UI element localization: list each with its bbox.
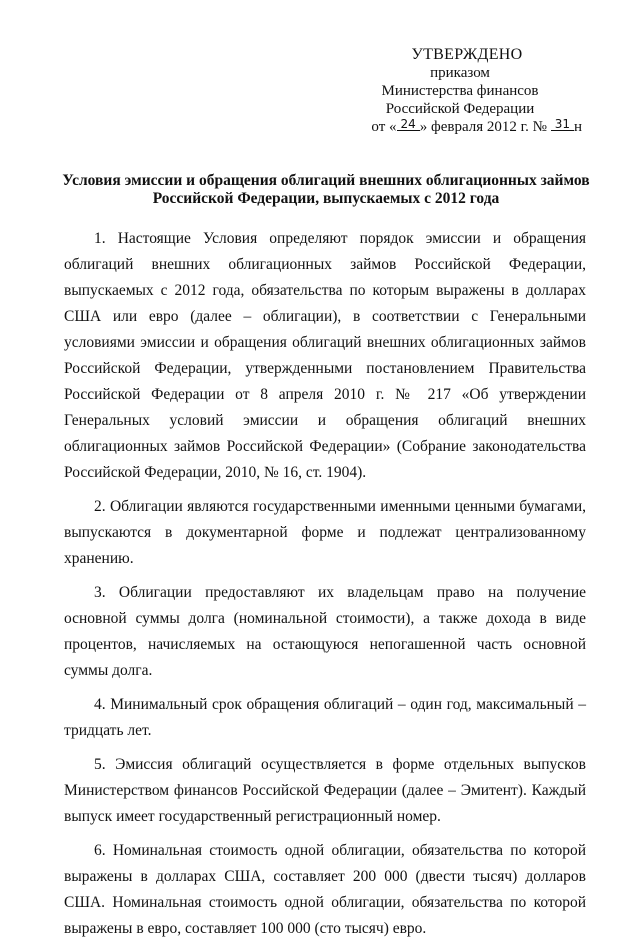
paragraph-2: 2. Облигации являются государственными именными ценными бумагами, выпускаются в документарной форме и подлежат централизованному хранению. bbox=[64, 498, 586, 567]
paragraph-6: 6. Номинальная стоимость одной облигации, обязательства по которой выражены в долларах США, составляет 200 000 (двести тысяч) долларов США. Номинальная стоимость одной облигации, обязательства по которой выражены в евро, составляет 100 000 (сто тысяч) евро. bbox=[64, 842, 586, 937]
date-day-handwritten: 24 bbox=[397, 118, 420, 131]
title-line-1: Условия эмиссии и обращения облигаций внешних облигационных займов bbox=[62, 172, 590, 189]
approval-ministry-line: Министерства финансов bbox=[381, 83, 539, 99]
date-mid: » февраля 2012 г. № bbox=[419, 119, 547, 135]
approval-block bbox=[330, 46, 590, 136]
date-suffix: н bbox=[573, 119, 582, 135]
document-body bbox=[64, 226, 586, 950]
paragraph-4: 4. Минимальный срок обращения облигаций – один год, максимальный – тридцать лет. bbox=[64, 696, 586, 739]
approval-order-line: приказом bbox=[430, 65, 490, 81]
title-line-2: Российской Федерации, выпускаемых с 2012 года bbox=[152, 190, 500, 207]
order-number-handwritten: 31 bbox=[551, 118, 574, 131]
approval-date-line bbox=[330, 118, 582, 136]
paragraph-5: 5. Эмиссия облигаций осуществляется в форме отдельных выпусков Министерством финансов Российской Федерации (далее – Эмитент). Каждый выпуск имеет государственный регистрационный номер. bbox=[64, 756, 586, 825]
approval-federation-line: Российской Федерации bbox=[385, 101, 535, 117]
document-title bbox=[60, 172, 592, 208]
date-prefix: от « bbox=[371, 119, 397, 135]
approval-heading: УТВЕРЖДЕНО bbox=[411, 46, 523, 63]
paragraph-3: 3. Облигации предоставляют их владельцам право на получение основной суммы долга (номинальной стоимости), а также дохода в виде процентов, начисляемых на остающуюся непогашенной часть основной суммы долга. bbox=[64, 584, 586, 679]
paragraph-1: 1. Настоящие Условия определяют порядок эмиссии и обращения облигаций внешних облигационных займов Российской Федерации, выпускаемых с 2012 года, обязательства по которым выражены в долларах США или евро (далее – облигации), в соответствии с Генеральными условиями эмиссии и обращения облигаций внешних облигационных займов Российской Федерации, утвержденными постановлением Правительства Российской Федерации от 8 апреля 2010 г. № 217 «Об утверждении Генеральных условий эмиссии и обращения облигаций внешних облигационных займов Российской Федерации» (Собрание законодательства Российской Федерации, 2010, № 16, ст. 1904). bbox=[64, 230, 586, 481]
